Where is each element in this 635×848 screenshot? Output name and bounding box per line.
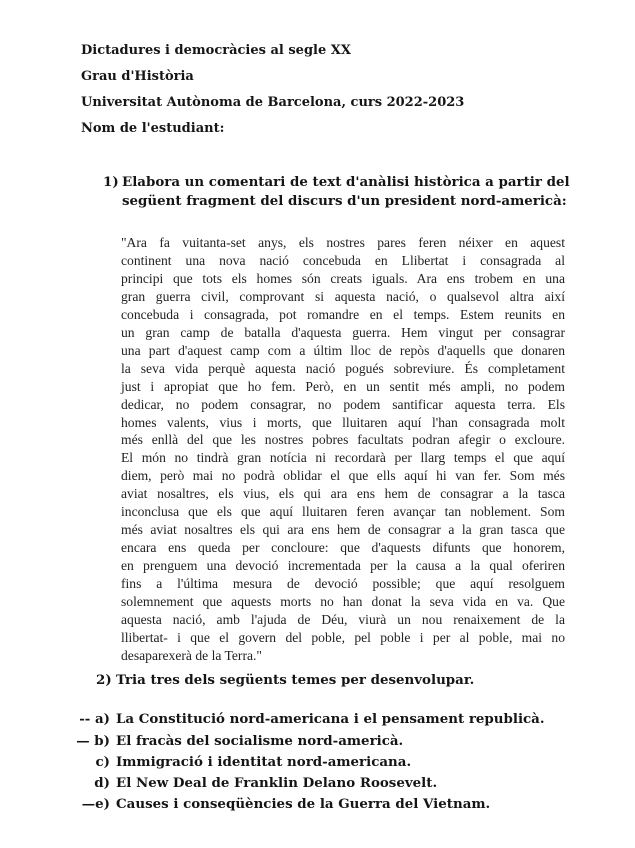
topic-option-d (94, 775, 438, 791)
option-text: El fracàs del socialisme nord-americà. (116, 733, 404, 749)
question-1-line-1: Elabora un comentari de text d'anàlisi històrica a partir del (122, 174, 570, 190)
passage-line: fins a l'última mesura de devoció possible; que aquí resolguem (121, 576, 565, 592)
passage-line: encara ens queda per concloure: que d'aquests difunts que honorem, (121, 540, 565, 556)
option-marker: —e) (81, 796, 110, 812)
passage-line: homes valents, vius i morts, que lluitaren aquí l'han consagrada molt (121, 414, 565, 430)
university-line: Universitat Autònoma de Barcelona, curs 2022-2023 (81, 95, 465, 110)
passage-line: llibertat- i que el govern del poble, pel poble i per al poble, mai no (121, 629, 565, 645)
question-2-text: Tria tres dels següents temes per desenvolupar. (116, 672, 475, 688)
option-text: Immigració i identitat nord-americana. (116, 754, 412, 770)
option-text: La Constitució nord-americana i el pensament republicà. (116, 711, 545, 727)
question-2-number: 2) (96, 672, 112, 688)
question-1-number: 1) (103, 174, 119, 190)
passage-line: en prenguem una devoció incrementada per la causa a la qual oferiren (121, 558, 565, 574)
passage-line: més enllà del que les nostres pobres facultats podran afegir o excloure. (121, 432, 565, 448)
passage-line: aquesta nació, amb l'ajuda de Déu, viurà un nou renaixement de la (121, 612, 565, 628)
passage-line: just i apropiat que ho fem. Però, en un sentit més ampli, no podem (121, 378, 565, 394)
passage-line: la seva vida perquè aquesta nació pogués sobreviure. És completament (121, 360, 565, 376)
passage-line: una part d'aquest camp com a últim lloc de repòs d'aquells que donaren (121, 342, 565, 358)
passage-line: concebuda i consagrada, pot romandre en el temps. Estem reunits en (121, 306, 565, 322)
speech-passage (121, 234, 565, 665)
topic-option-a (79, 711, 545, 727)
passage-line: desaparexerà de la Terra." (121, 647, 262, 663)
passage-line: aviat nosaltres, els vius, els qui ara ens hem de consagrar a la tasca (121, 486, 565, 502)
course-title: Dictadures i democràcies al segle XX (81, 43, 351, 58)
option-text: El New Deal de Franklin Delano Roosevelt. (116, 775, 438, 791)
passage-line: solemnement que aquests morts no han donat la seva vida en va. Que (121, 594, 565, 610)
passage-line: dedicar, no podem consagrar, no podem santificar aquesta terra. Els (121, 396, 565, 412)
passage-line: continent una nova nació concebuda en Llibertat i consagrada al (121, 252, 565, 268)
passage-line: diem, però mai no podrà oblidar el que ells aquí hi van fer. Som més (121, 468, 565, 484)
option-text: Causes i conseqüències de la Guerra del Vietnam. (116, 796, 491, 812)
passage-line: inconclusa que els que aquí lluitaren feren avançar tan noblement. Som (121, 504, 565, 520)
passage-line: El món no tindrà gran notícia ni recordarà per llarg temps el que aquí (121, 450, 565, 466)
option-marker: -- a) (79, 711, 110, 727)
degree-name: Grau d'Història (81, 69, 194, 84)
topic-option-e (81, 796, 491, 812)
passage-line: principi que tots els homes són creats iguals. Ara ens trobem en una (121, 270, 565, 286)
option-marker: c) (95, 754, 110, 770)
option-marker: d) (94, 775, 110, 791)
passage-line: gran guerra civil, comprovant si aquesta nació, o qualsevol altra així (121, 288, 565, 304)
topic-option-c (95, 754, 412, 770)
passage-line: "Ara fa vuitanta-set anys, els nostres pares feren néixer en aquest (121, 235, 565, 250)
option-marker: — b) (76, 733, 110, 749)
passage-line: més aviat nosaltres els qui ara ens hem de consagrar a la gran tasca que (121, 522, 565, 538)
question-1-line-2: següent fragment del discurs d'un president nord-americà: (122, 193, 567, 209)
student-name-label: Nom de l'estudiant: (81, 121, 225, 136)
topic-option-b (76, 733, 404, 749)
passage-line: un gran camp de batalla d'aquesta guerra. Hem vingut per consagrar (121, 324, 565, 340)
